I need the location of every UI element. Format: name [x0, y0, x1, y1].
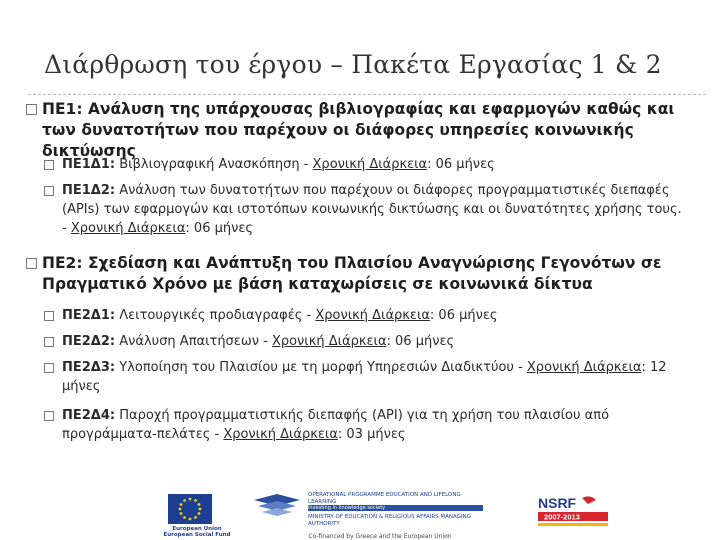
op-education-logo-icon — [252, 492, 302, 522]
op-ministry: MINISTRY OF EDUCATION & RELIGIOUS AFFAIRS MANAGING AUTHORITY — [308, 514, 471, 527]
item-code: ΠΕ1Δ2: — [62, 183, 116, 198]
duration-label: Χρονική Διάρκεια — [526, 360, 642, 375]
duration-value: : 06 μήνες — [386, 334, 455, 349]
duration-label: Χρονική Διάρκεια — [223, 427, 338, 442]
item-text: Ανάλυση των δυνατοτήτων που παρέχουν οι διάφορες προγραμματιστικές διεπαφές (APIs) των εφαρμογών και ιστοτόπων κοινωνικής δικτύωσης και οι δυνατότητες χρήσης τους. - — [62, 183, 682, 236]
footer-logos — [160, 492, 720, 540]
duration-value: : 12 μήνες — [62, 360, 667, 394]
list-item-pe2d1 — [62, 306, 702, 325]
list-item-pe2d4 — [62, 406, 702, 444]
item-code: ΠΕ2Δ3: — [62, 360, 116, 375]
duration-value: : 06 μήνες — [427, 157, 495, 172]
duration-value: : 03 μήνες — [337, 427, 406, 442]
list-item-pe1d2 — [62, 181, 682, 238]
item-code: ΠΕ2Δ2: — [62, 334, 116, 349]
item-text: Λειτουργικές προδιαγραφές - — [115, 308, 316, 323]
item-text: Ανάλυση Απαιτήσεων - — [115, 334, 272, 349]
nsrf-logo-icon — [530, 494, 640, 528]
checkbox-bullet-icon — [44, 311, 54, 321]
checkbox-bullet-icon — [44, 363, 54, 373]
checkbox-bullet-icon — [44, 160, 54, 170]
eu-caption: European Union European Social Fund — [163, 526, 231, 538]
op-subtitle: investing in knowledge society — [308, 505, 386, 511]
item-code: ΠΕ1Δ1: — [62, 157, 116, 172]
checkbox-bullet-icon — [26, 258, 37, 269]
cofinance-caption: Co-financed by Greece and the European Union — [308, 533, 452, 540]
list-item-pe2d3 — [62, 358, 702, 396]
checkbox-bullet-icon — [26, 104, 37, 115]
section-heading-pe2: ΠΕ2: Σχεδίαση και Ανάπτυξη του Πλαισίου Αναγνώρισης Γεγονότων σε Πραγματικό Χρόνο με βάση καταχωρίσεις σε κοινωνικά δίκτυα — [42, 254, 662, 293]
list-item-pe2d2 — [62, 332, 702, 351]
item-text: Παροχή προγραμματιστικής διεπαφής (API) για τη χρήση του πλαισίου από προγράμματα-πελάτες - — [62, 408, 610, 442]
item-text: Υλοποίηση του Πλαισίου με τη μορφή Υπηρεσιών Διαδικτύου - — [115, 360, 527, 375]
checkbox-bullet-icon — [44, 411, 54, 421]
duration-label: Χρονική Διάρκεια — [312, 157, 428, 172]
nsrf-years: 2007-2013 — [544, 512, 580, 522]
duration-label: Χρονική Διάρκεια — [315, 308, 430, 323]
duration-value: : 06 μήνες — [185, 221, 254, 236]
checkbox-bullet-icon — [44, 337, 54, 347]
op-title: OPERATIONAL PROGRAMME EDUCATION AND LIFELONG LEARNING — [308, 492, 461, 505]
title-divider — [28, 94, 706, 95]
eu-flag-icon — [168, 494, 212, 524]
section-heading-pe1: ΠΕ1: Ανάλυση της υπάρχουσας βιβλιογραφίας και εφαρμογών καθώς και των δυνατοτήτων που παρέχουν οι διάφορες υπηρεσίες κοινωνικής δικτύωσης — [42, 100, 675, 160]
duration-label: Χρονική Διάρκεια — [70, 221, 186, 236]
checkbox-bullet-icon — [44, 186, 54, 196]
duration-value: : 06 μήνες — [429, 308, 498, 323]
item-code: ΠΕ2Δ1: — [62, 308, 116, 323]
item-text: Βιβλιογραφική Ανασκόπηση - — [115, 157, 313, 172]
list-item-pe1d1 — [62, 155, 702, 174]
page-title: Διάρθρωση του έργου – Πακέτα Εργασίας 1 & 2 — [44, 50, 662, 79]
duration-label: Χρονική Διάρκεια — [271, 334, 387, 349]
nsrf-label: NSRF — [538, 495, 577, 511]
item-code: ΠΕ2Δ4: — [62, 408, 116, 423]
